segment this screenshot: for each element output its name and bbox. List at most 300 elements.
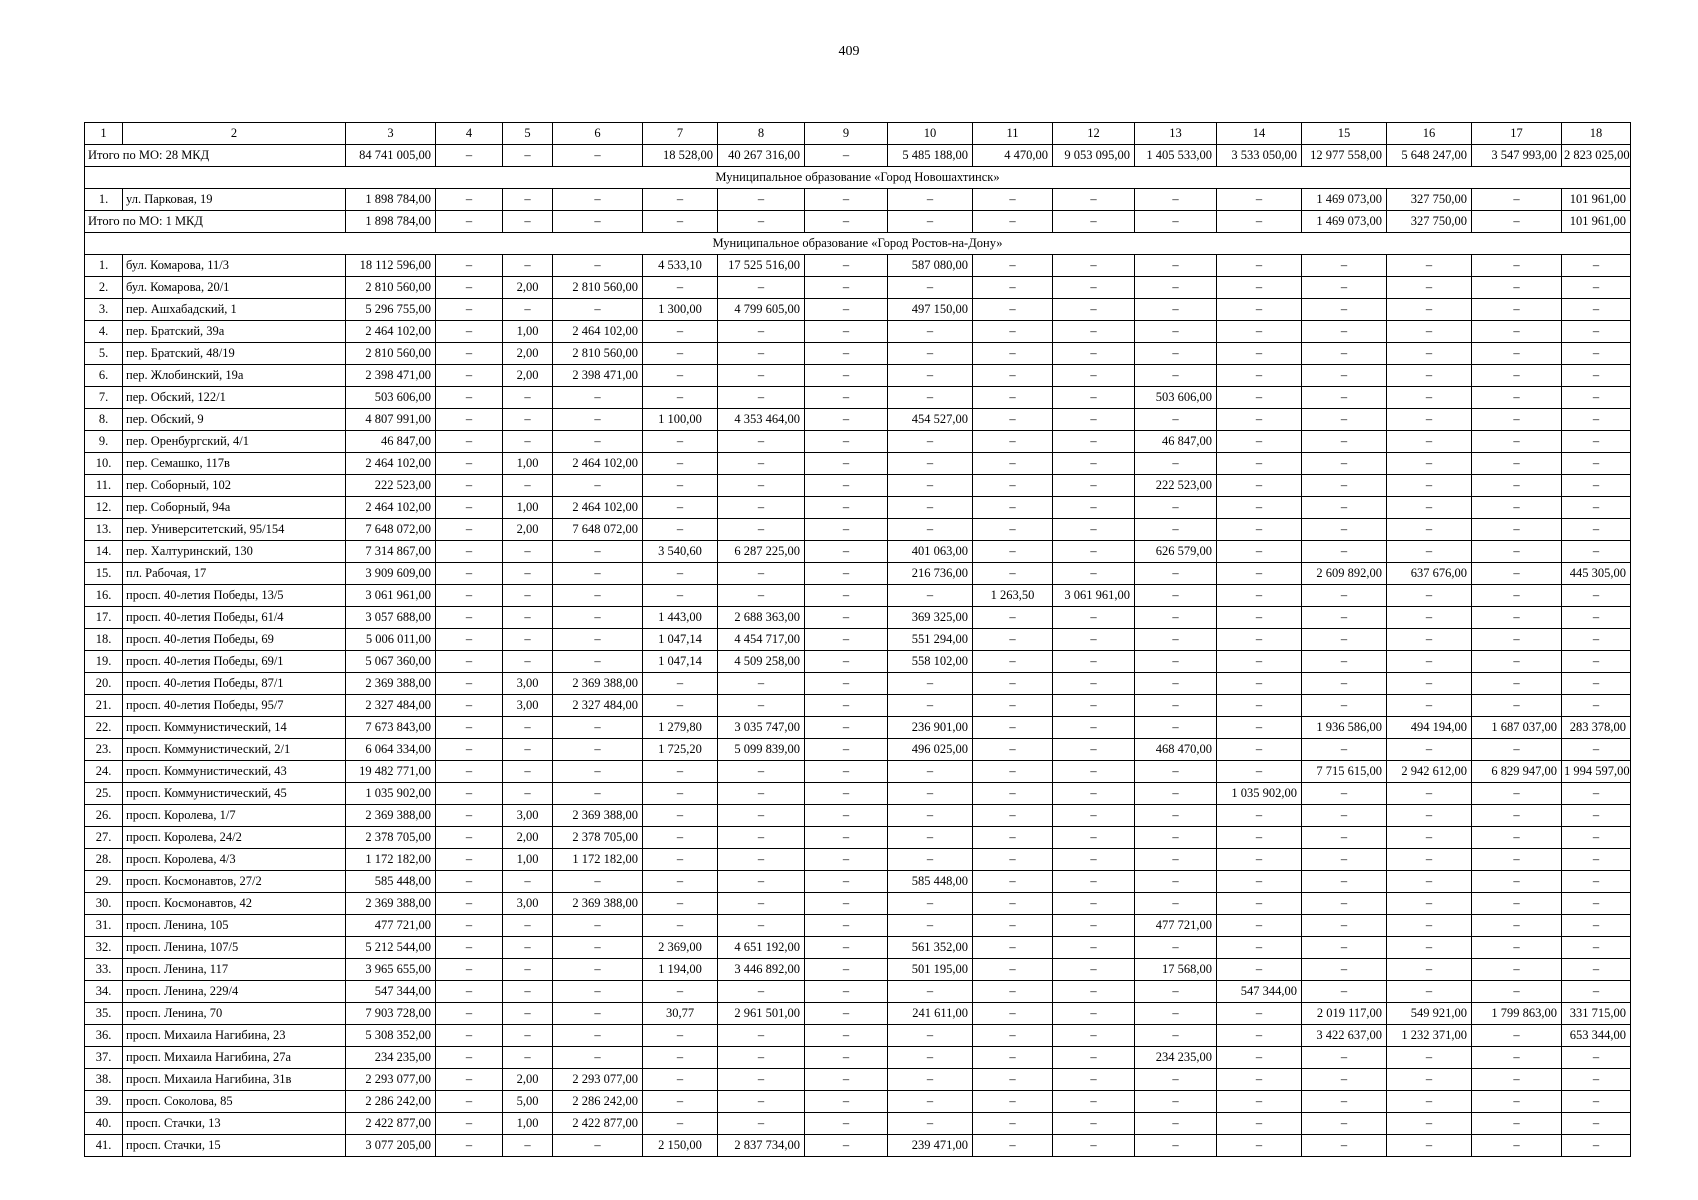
table-cell: – bbox=[888, 1047, 973, 1069]
table-cell: 1 035 902,00 bbox=[1217, 783, 1302, 805]
table-cell: – bbox=[553, 541, 643, 563]
table-cell: 1,00 bbox=[503, 1113, 553, 1135]
table-cell: – bbox=[805, 651, 888, 673]
table-cell: – bbox=[1302, 805, 1387, 827]
table-cell: – bbox=[1472, 805, 1562, 827]
total-cell: – bbox=[436, 211, 503, 233]
table-cell: – bbox=[1302, 651, 1387, 673]
table-cell: – bbox=[1302, 673, 1387, 695]
table-cell: 19 482 771,00 bbox=[346, 761, 436, 783]
table-cell: 7 648 072,00 bbox=[346, 519, 436, 541]
table-cell: – bbox=[1472, 981, 1562, 1003]
table-row bbox=[85, 277, 1631, 299]
table-cell: 2 369 388,00 bbox=[553, 805, 643, 827]
table-cell: – bbox=[1135, 827, 1217, 849]
table-cell: – bbox=[643, 1113, 718, 1135]
table-cell: – bbox=[718, 475, 805, 497]
table-cell: – bbox=[436, 541, 503, 563]
column-header: 1 bbox=[85, 123, 123, 145]
column-header: 11 bbox=[973, 123, 1053, 145]
table-cell: 1 263,50 bbox=[973, 585, 1053, 607]
table-cell: – bbox=[1053, 981, 1135, 1003]
table-cell: – bbox=[1135, 189, 1217, 211]
table-cell: – bbox=[805, 365, 888, 387]
table-cell: – bbox=[553, 255, 643, 277]
table-cell: – bbox=[1302, 1113, 1387, 1135]
table-cell: 3 909 609,00 bbox=[346, 563, 436, 585]
table-cell: – bbox=[1053, 1113, 1135, 1135]
table-cell: – bbox=[1387, 299, 1472, 321]
table-cell: – bbox=[1472, 585, 1562, 607]
table-cell: 2 369,00 bbox=[643, 937, 718, 959]
table-cell: – bbox=[718, 321, 805, 343]
table-cell: – bbox=[1562, 1091, 1631, 1113]
table-cell: – bbox=[643, 563, 718, 585]
table-cell: – bbox=[973, 673, 1053, 695]
row-number: 37. bbox=[85, 1047, 123, 1069]
table-cell: – bbox=[973, 409, 1053, 431]
total-cell: 12 977 558,00 bbox=[1302, 145, 1387, 167]
table-row bbox=[85, 255, 1631, 277]
column-header: 6 bbox=[553, 123, 643, 145]
table-cell: 7 314 867,00 bbox=[346, 541, 436, 563]
address-cell: пер. Соборный, 102 bbox=[123, 475, 346, 497]
table-cell: – bbox=[553, 717, 643, 739]
table-cell: – bbox=[805, 827, 888, 849]
column-header: 13 bbox=[1135, 123, 1217, 145]
table-cell: – bbox=[805, 541, 888, 563]
table-cell: – bbox=[1387, 1069, 1472, 1091]
table-cell: – bbox=[1053, 387, 1135, 409]
table-cell: – bbox=[1053, 607, 1135, 629]
table-cell: – bbox=[1053, 1135, 1135, 1157]
row-number: 4. bbox=[85, 321, 123, 343]
table-row bbox=[85, 343, 1631, 365]
table-cell: – bbox=[805, 629, 888, 651]
table-cell: – bbox=[1472, 497, 1562, 519]
table-cell: – bbox=[718, 431, 805, 453]
table-cell: 2 464 102,00 bbox=[346, 321, 436, 343]
address-cell: просп. 40-летия Победы, 13/5 bbox=[123, 585, 346, 607]
table-cell: – bbox=[888, 893, 973, 915]
row-number: 35. bbox=[85, 1003, 123, 1025]
table-row bbox=[85, 629, 1631, 651]
table-cell: – bbox=[805, 717, 888, 739]
table-cell: – bbox=[1217, 519, 1302, 541]
table-cell: – bbox=[1053, 651, 1135, 673]
table-cell: – bbox=[805, 321, 888, 343]
table-cell: – bbox=[436, 365, 503, 387]
table-cell: – bbox=[718, 893, 805, 915]
table-cell: – bbox=[1217, 453, 1302, 475]
table-cell: – bbox=[553, 651, 643, 673]
table-cell: 1 035 902,00 bbox=[346, 783, 436, 805]
address-cell: просп. Михаила Нагибина, 27а bbox=[123, 1047, 346, 1069]
table-cell: 7 673 843,00 bbox=[346, 717, 436, 739]
table-cell: – bbox=[1302, 277, 1387, 299]
table-cell: 1,00 bbox=[503, 849, 553, 871]
table-cell: 234 235,00 bbox=[346, 1047, 436, 1069]
table-cell: – bbox=[1217, 805, 1302, 827]
table-cell: – bbox=[1217, 761, 1302, 783]
table-cell: – bbox=[553, 387, 643, 409]
table-cell: – bbox=[805, 1003, 888, 1025]
row-number: 1. bbox=[85, 189, 123, 211]
table-cell: – bbox=[973, 1025, 1053, 1047]
table-cell: 2,00 bbox=[503, 827, 553, 849]
table-cell: 2 942 612,00 bbox=[1387, 761, 1472, 783]
total-cell: – bbox=[503, 211, 553, 233]
section-title: Муниципальное образование «Город Новошахтинск» bbox=[85, 167, 1631, 189]
table-row bbox=[85, 805, 1631, 827]
table-cell: – bbox=[718, 761, 805, 783]
table-cell: – bbox=[503, 585, 553, 607]
table-cell: – bbox=[1217, 1069, 1302, 1091]
table-cell: – bbox=[805, 1069, 888, 1091]
table-cell: – bbox=[1053, 937, 1135, 959]
table-cell: – bbox=[1472, 695, 1562, 717]
table-cell: – bbox=[503, 1025, 553, 1047]
table-cell: – bbox=[1472, 343, 1562, 365]
table-cell: – bbox=[1217, 1091, 1302, 1113]
table-cell: – bbox=[718, 563, 805, 585]
table-cell: 5 212 544,00 bbox=[346, 937, 436, 959]
table-cell: – bbox=[888, 365, 973, 387]
table-cell: – bbox=[1472, 1091, 1562, 1113]
table-cell: – bbox=[643, 497, 718, 519]
table-cell: – bbox=[805, 255, 888, 277]
total-cell: 18 528,00 bbox=[643, 145, 718, 167]
table-cell: 497 150,00 bbox=[888, 299, 973, 321]
column-header: 14 bbox=[1217, 123, 1302, 145]
row-number: 1. bbox=[85, 255, 123, 277]
table-cell: – bbox=[1562, 739, 1631, 761]
table-cell: – bbox=[643, 673, 718, 695]
table-cell: – bbox=[1562, 1047, 1631, 1069]
total-cell: 1 469 073,00 bbox=[1302, 211, 1387, 233]
table-cell: – bbox=[1135, 717, 1217, 739]
table-cell: – bbox=[805, 915, 888, 937]
table-cell: – bbox=[718, 453, 805, 475]
table-cell: – bbox=[1135, 563, 1217, 585]
table-cell: 30,77 bbox=[643, 1003, 718, 1025]
table-cell: 2 369 388,00 bbox=[553, 673, 643, 695]
table-cell: – bbox=[1387, 805, 1472, 827]
table-cell: – bbox=[1135, 343, 1217, 365]
table-cell: – bbox=[1217, 1025, 1302, 1047]
table-cell: 2 961 501,00 bbox=[718, 1003, 805, 1025]
table-cell: – bbox=[805, 1091, 888, 1113]
table-cell: – bbox=[888, 1069, 973, 1091]
table-row bbox=[85, 783, 1631, 805]
total-cell: – bbox=[888, 211, 973, 233]
table-cell: – bbox=[643, 365, 718, 387]
table-cell: – bbox=[1472, 189, 1562, 211]
table-cell: – bbox=[1302, 321, 1387, 343]
table-cell: – bbox=[436, 1047, 503, 1069]
table-cell: – bbox=[1387, 321, 1472, 343]
table-row bbox=[85, 981, 1631, 1003]
table-cell: 7 648 072,00 bbox=[553, 519, 643, 541]
table-row bbox=[85, 321, 1631, 343]
table-cell: – bbox=[643, 519, 718, 541]
table-cell: – bbox=[553, 563, 643, 585]
row-number: 12. bbox=[85, 497, 123, 519]
table-cell: 236 901,00 bbox=[888, 717, 973, 739]
address-cell: пер. Оренбургский, 4/1 bbox=[123, 431, 346, 453]
table-cell: 4 799 605,00 bbox=[718, 299, 805, 321]
table-cell: – bbox=[805, 387, 888, 409]
total-cell: – bbox=[805, 145, 888, 167]
address-cell: пер. Жлобинский, 19а bbox=[123, 365, 346, 387]
total-cell: – bbox=[436, 145, 503, 167]
table-cell: – bbox=[1302, 607, 1387, 629]
column-header: 3 bbox=[346, 123, 436, 145]
table-cell: – bbox=[1217, 255, 1302, 277]
table-cell: 4 509 258,00 bbox=[718, 651, 805, 673]
table-cell: 2,00 bbox=[503, 519, 553, 541]
row-number: 41. bbox=[85, 1135, 123, 1157]
table-cell: – bbox=[718, 783, 805, 805]
table-cell: – bbox=[718, 387, 805, 409]
table-cell: – bbox=[973, 255, 1053, 277]
table-cell: – bbox=[436, 321, 503, 343]
table-cell: 239 471,00 bbox=[888, 1135, 973, 1157]
table-cell: 2 422 877,00 bbox=[346, 1113, 436, 1135]
table-cell: – bbox=[1387, 651, 1472, 673]
table-cell: – bbox=[973, 365, 1053, 387]
table-cell: – bbox=[436, 871, 503, 893]
table-cell: – bbox=[718, 277, 805, 299]
table-cell: 2 464 102,00 bbox=[553, 321, 643, 343]
table-cell: – bbox=[973, 761, 1053, 783]
table-cell: – bbox=[1387, 387, 1472, 409]
table-cell: – bbox=[973, 827, 1053, 849]
table-cell: – bbox=[973, 629, 1053, 651]
table-row bbox=[85, 189, 1631, 211]
table-cell: – bbox=[1562, 629, 1631, 651]
table-cell: 18 112 596,00 bbox=[346, 255, 436, 277]
table-cell: – bbox=[973, 1135, 1053, 1157]
table-cell: – bbox=[643, 585, 718, 607]
table-cell: – bbox=[436, 651, 503, 673]
table-cell: – bbox=[1562, 343, 1631, 365]
table-cell: – bbox=[1053, 959, 1135, 981]
table-cell: – bbox=[888, 497, 973, 519]
table-row bbox=[85, 585, 1631, 607]
address-cell: просп. Ленина, 105 bbox=[123, 915, 346, 937]
table-cell: – bbox=[1053, 1069, 1135, 1091]
table-cell: 1 725,20 bbox=[643, 739, 718, 761]
table-cell: 4 533,10 bbox=[643, 255, 718, 277]
table-cell: – bbox=[436, 1003, 503, 1025]
table-cell: 1,00 bbox=[503, 497, 553, 519]
table-cell: – bbox=[1562, 585, 1631, 607]
table-cell: – bbox=[973, 915, 1053, 937]
table-cell: – bbox=[1562, 959, 1631, 981]
table-cell: – bbox=[553, 1025, 643, 1047]
table-cell: – bbox=[436, 959, 503, 981]
table-cell: 283 378,00 bbox=[1562, 717, 1631, 739]
table-cell: – bbox=[973, 387, 1053, 409]
table-cell: – bbox=[1217, 365, 1302, 387]
table-cell: – bbox=[1053, 1025, 1135, 1047]
table-cell: – bbox=[718, 519, 805, 541]
section-title: Муниципальное образование «Город Ростов-на-Дону» bbox=[85, 233, 1631, 255]
table-row bbox=[85, 959, 1631, 981]
row-number: 14. bbox=[85, 541, 123, 563]
table-cell: – bbox=[1135, 783, 1217, 805]
address-cell: пер. Обский, 122/1 bbox=[123, 387, 346, 409]
column-header: 5 bbox=[503, 123, 553, 145]
row-number: 3. bbox=[85, 299, 123, 321]
data-table bbox=[84, 122, 1631, 1157]
table-cell: 2 369 388,00 bbox=[553, 893, 643, 915]
table-cell: – bbox=[436, 739, 503, 761]
table-cell: 3 061 961,00 bbox=[346, 585, 436, 607]
table-cell: 587 080,00 bbox=[888, 255, 973, 277]
table-cell: – bbox=[1472, 1069, 1562, 1091]
table-cell: – bbox=[503, 981, 553, 1003]
table-cell: – bbox=[503, 431, 553, 453]
table-cell: 1 469 073,00 bbox=[1302, 189, 1387, 211]
table-cell: – bbox=[1217, 651, 1302, 673]
table-cell: – bbox=[643, 695, 718, 717]
table-cell: – bbox=[1053, 189, 1135, 211]
table-cell: – bbox=[553, 629, 643, 651]
table-cell: – bbox=[1472, 1047, 1562, 1069]
row-number: 15. bbox=[85, 563, 123, 585]
table-cell: – bbox=[1302, 299, 1387, 321]
table-cell: – bbox=[973, 783, 1053, 805]
table-cell: – bbox=[1053, 893, 1135, 915]
table-cell: 2 286 242,00 bbox=[346, 1091, 436, 1113]
table-cell: 585 448,00 bbox=[346, 871, 436, 893]
table-cell: 547 344,00 bbox=[1217, 981, 1302, 1003]
table-cell: – bbox=[503, 1003, 553, 1025]
table-cell: – bbox=[1135, 1025, 1217, 1047]
table-cell: – bbox=[1387, 431, 1472, 453]
address-cell: просп. Королева, 4/3 bbox=[123, 849, 346, 871]
table-cell: – bbox=[973, 1113, 1053, 1135]
table-cell: – bbox=[1217, 541, 1302, 563]
table-cell: – bbox=[1135, 1003, 1217, 1025]
table-cell: – bbox=[1562, 783, 1631, 805]
table-cell: 626 579,00 bbox=[1135, 541, 1217, 563]
row-number: 32. bbox=[85, 937, 123, 959]
address-cell: просп. Ленина, 229/4 bbox=[123, 981, 346, 1003]
address-cell: пер. Соборный, 94а bbox=[123, 497, 346, 519]
table-cell: – bbox=[1053, 255, 1135, 277]
table-row bbox=[85, 519, 1631, 541]
table-cell: – bbox=[436, 827, 503, 849]
section-row bbox=[85, 233, 1631, 255]
table-cell: – bbox=[503, 255, 553, 277]
table-cell: – bbox=[1302, 453, 1387, 475]
table-cell: – bbox=[503, 299, 553, 321]
table-cell: – bbox=[1053, 299, 1135, 321]
table-row bbox=[85, 1047, 1631, 1069]
table-cell: – bbox=[888, 519, 973, 541]
total-cell: – bbox=[553, 145, 643, 167]
total-cell: 84 741 005,00 bbox=[346, 145, 436, 167]
table-cell: – bbox=[718, 1091, 805, 1113]
table-cell: – bbox=[1472, 1113, 1562, 1135]
table-cell: – bbox=[805, 299, 888, 321]
address-cell: просп. Михаила Нагибина, 23 bbox=[123, 1025, 346, 1047]
table-cell: – bbox=[1562, 981, 1631, 1003]
table-cell: – bbox=[436, 497, 503, 519]
table-cell: – bbox=[1217, 1003, 1302, 1025]
table-cell: – bbox=[503, 651, 553, 673]
table-cell: – bbox=[888, 453, 973, 475]
table-cell: – bbox=[1053, 761, 1135, 783]
table-cell: 2,00 bbox=[503, 277, 553, 299]
table-cell: 2 609 892,00 bbox=[1302, 563, 1387, 585]
table-row bbox=[85, 827, 1631, 849]
table-cell: – bbox=[1387, 673, 1472, 695]
table-cell: – bbox=[973, 1091, 1053, 1113]
table-cell: – bbox=[553, 981, 643, 1003]
table-cell: – bbox=[1217, 277, 1302, 299]
address-cell: пер. Халтуринский, 130 bbox=[123, 541, 346, 563]
table-cell: – bbox=[436, 893, 503, 915]
table-cell: – bbox=[1135, 937, 1217, 959]
table-cell: – bbox=[1053, 519, 1135, 541]
address-cell: просп. Королева, 1/7 bbox=[123, 805, 346, 827]
table-cell: – bbox=[643, 805, 718, 827]
table-cell: 558 102,00 bbox=[888, 651, 973, 673]
total-label: Итого по МО: 28 МКД bbox=[85, 145, 346, 167]
table-cell: 2 378 705,00 bbox=[346, 827, 436, 849]
table-cell: – bbox=[436, 387, 503, 409]
table-cell: – bbox=[503, 1047, 553, 1069]
table-cell: – bbox=[805, 981, 888, 1003]
table-cell: 5,00 bbox=[503, 1091, 553, 1113]
table-cell: 2 369 388,00 bbox=[346, 805, 436, 827]
table-cell: – bbox=[553, 409, 643, 431]
table-cell: – bbox=[1562, 871, 1631, 893]
address-cell: бул. Комарова, 20/1 bbox=[123, 277, 346, 299]
column-header: 12 bbox=[1053, 123, 1135, 145]
table-cell: – bbox=[643, 827, 718, 849]
table-cell: – bbox=[1217, 937, 1302, 959]
table-cell: – bbox=[973, 343, 1053, 365]
row-number: 9. bbox=[85, 431, 123, 453]
table-cell: – bbox=[1135, 299, 1217, 321]
table-cell: 1 936 586,00 bbox=[1302, 717, 1387, 739]
table-cell: – bbox=[503, 915, 553, 937]
table-cell: – bbox=[1472, 453, 1562, 475]
total-cell: – bbox=[973, 211, 1053, 233]
column-header: 8 bbox=[718, 123, 805, 145]
total-label: Итого по МО: 1 МКД bbox=[85, 211, 346, 233]
table-cell: – bbox=[718, 585, 805, 607]
row-number: 13. bbox=[85, 519, 123, 541]
table-cell: – bbox=[1302, 827, 1387, 849]
table-cell: – bbox=[1302, 409, 1387, 431]
table-cell: – bbox=[1217, 431, 1302, 453]
table-cell: – bbox=[643, 321, 718, 343]
table-cell: – bbox=[643, 343, 718, 365]
table-cell: – bbox=[973, 475, 1053, 497]
table-cell: – bbox=[1387, 519, 1472, 541]
table-cell: 501 195,00 bbox=[888, 959, 973, 981]
table-row bbox=[85, 475, 1631, 497]
table-cell: – bbox=[1053, 717, 1135, 739]
table-cell: 2 378 705,00 bbox=[553, 827, 643, 849]
table-row bbox=[85, 761, 1631, 783]
